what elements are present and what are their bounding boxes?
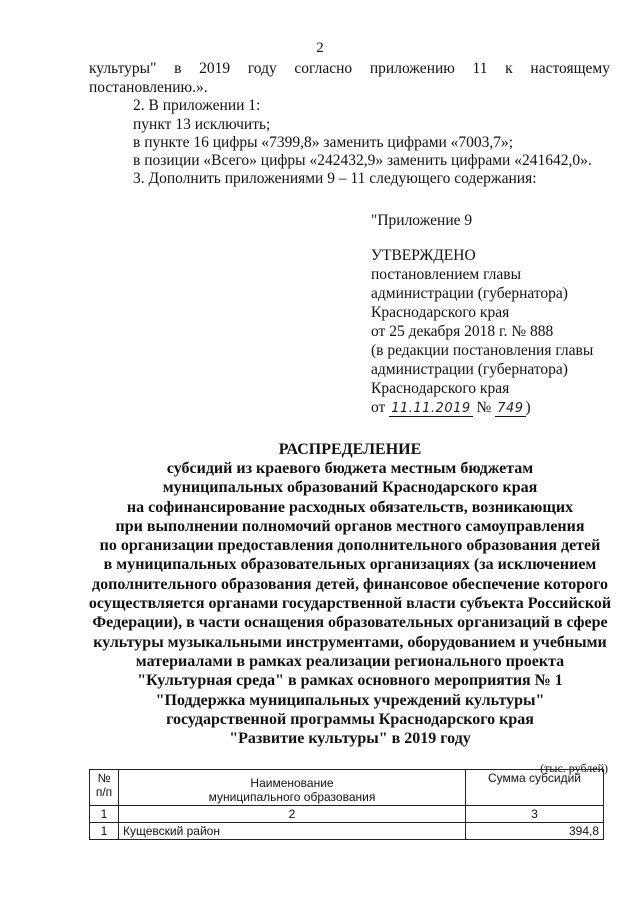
appendix-label: "Приложение 9 — [371, 212, 473, 229]
units-label: (тыс. рублей) — [540, 761, 608, 775]
top-paragraph: культуры" в 2019 году согласно приложению 11 к настоящему постановлению.». — [89, 60, 610, 96]
edition-date-line — [371, 398, 531, 418]
header-name-line: Наименование — [250, 776, 334, 790]
column-number: 1 — [90, 806, 119, 823]
subtitle-line: на софинансирование расходных обязательств, возникающих — [126, 498, 574, 516]
subtitle-line: государственной программы Краснодарского края — [166, 710, 534, 728]
subtitle-line: Федерации), в части оснащения образовательных организаций в сфере — [92, 614, 608, 632]
approval-line: администрации (губернатора) — [371, 285, 568, 302]
column-number: 3 — [466, 806, 604, 823]
column-number: 2 — [119, 806, 466, 823]
document-subtitle — [70, 459, 630, 748]
approved-heading: УТВЕРЖДЕНО — [371, 247, 476, 264]
subtitle-line: по организации предоставления дополнительного образования детей — [99, 537, 601, 555]
date-prefix: от — [371, 399, 386, 416]
amendment-line: 3. Дополнить приложениями 9 – 11 следующего содержания: — [133, 170, 537, 187]
subtitle-line: субсидий из краевого бюджета местным бюджетам — [166, 460, 534, 477]
row-num: 1 — [90, 823, 119, 840]
number-prefix: № — [476, 399, 492, 416]
approval-line: Краснодарского края — [371, 380, 510, 397]
amendment-line: пункт 13 исключить; — [133, 116, 271, 133]
subtitle-line: "Развитие культуры" в 2019 году — [229, 730, 471, 748]
subtitle-line: "Культурная среда" в рамках основного мероприятия № 1 — [137, 672, 563, 690]
subtitle-line: дополнительного образования детей, финансовое обеспечение которого — [92, 575, 608, 593]
header-name-line: муниципального образования — [208, 790, 376, 804]
approval-line: администрации (губернатора) — [371, 361, 568, 378]
subtitle-line: культуры музыкальными инструментами, оборудованием и учебными — [93, 633, 607, 651]
approval-line: постановлением главы — [371, 266, 521, 283]
subsidy-table — [89, 769, 604, 840]
approval-line: от 25 декабря 2018 г. № 888 — [371, 323, 554, 340]
subtitle-line: материалами в рамках реализации регионального проекта — [135, 652, 565, 670]
handwritten-date: 11.11.2019 — [391, 401, 471, 416]
approval-line: (в редакции постановления главы — [371, 342, 594, 359]
table-header-row — [90, 770, 604, 806]
header-num — [90, 770, 119, 806]
header-num-line: п/п — [95, 785, 113, 799]
row-name: Кущевский район — [119, 823, 466, 840]
table-row — [90, 823, 604, 840]
close-paren: ) — [525, 399, 531, 416]
amendment-line: в позиции «Всего» цифры «242432,9» заменить цифрами «241642,0». — [133, 152, 592, 169]
subtitle-line: в муниципальных образовательных организациях (за исключением — [103, 556, 597, 574]
subtitle-line: осуществляется органами государственной власти субъекта Российской — [88, 595, 612, 613]
approval-line: Краснодарского края — [371, 304, 510, 321]
header-num-line: № — [97, 771, 111, 785]
header-name — [119, 770, 466, 806]
document-title: РАСПРЕДЕЛЕНИЕ — [278, 441, 422, 458]
amendment-line: 2. В приложении 1: — [133, 97, 261, 114]
subtitle-line: "Поддержка муниципальных учреждений культуры" — [155, 691, 545, 709]
column-number-row — [90, 806, 604, 823]
amendment-line: в пункте 16 цифры «7399,8» заменить цифрами «7003,7»; — [133, 134, 514, 151]
page-number: 2 — [316, 40, 324, 56]
handwritten-number: 749 — [497, 401, 524, 416]
row-sum: 394,8 — [466, 823, 604, 840]
subtitle-line: муниципальных образований Краснодарского края — [162, 479, 538, 497]
header-sum: Сумма субсидий — [466, 770, 604, 806]
subtitle-line: при выполнении полномочий органов местного самоуправления — [115, 517, 585, 535]
